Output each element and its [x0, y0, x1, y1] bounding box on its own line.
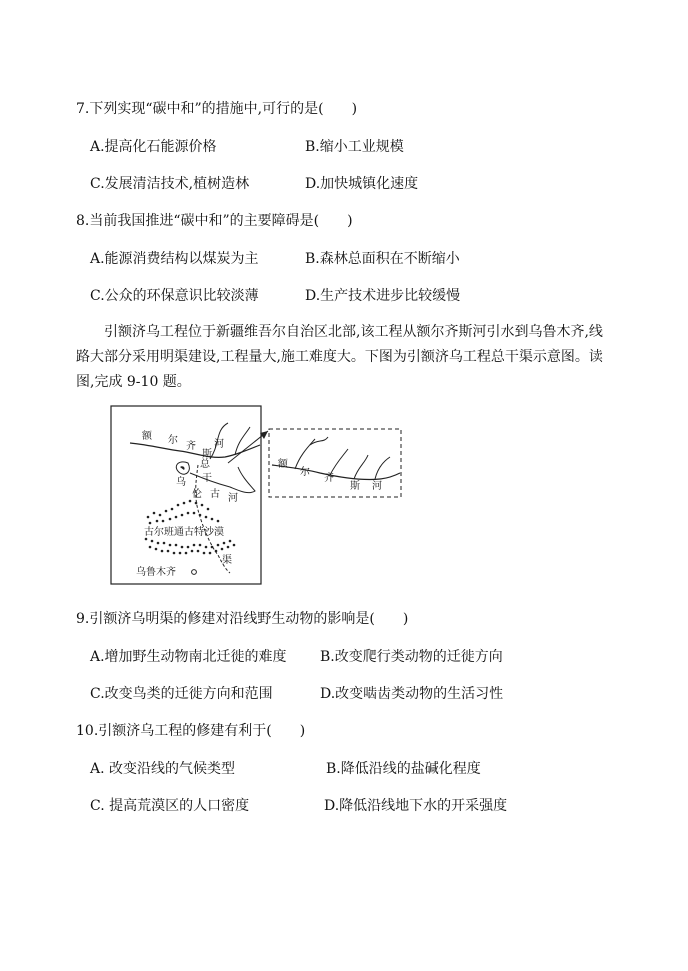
ulungur-char-2: 伦 [192, 489, 202, 500]
inset-river-line [272, 465, 400, 480]
river-char-3: 齐 [186, 441, 196, 452]
canal-char-3: 渠 [222, 555, 232, 566]
river-char-5: 河 [214, 439, 224, 450]
question-8-option-a: A.能源消费结构以煤炭为主 [90, 251, 259, 267]
question-8-option-c: C.公众的环保意识比较淡薄 [90, 288, 259, 304]
question-8-option-b: B.森林总面积在不断缩小 [305, 251, 460, 267]
ulungur-char-4: 河 [228, 493, 238, 504]
question-9-option-a: A.增加野生动物南北迁徙的难度 [90, 649, 287, 665]
question-10-option-b: B.降低沿线的盐碱化程度 [326, 761, 481, 777]
city-label: 乌鲁木齐 [136, 567, 176, 578]
question-8-stem: 8.当前我国推进“碳中和”的主要障碍是( ) [76, 213, 353, 229]
question-7-option-d: D.加快城镇化速度 [305, 176, 419, 192]
question-10-option-c: C. 提高荒漠区的人口密度 [90, 798, 250, 814]
ulungur-char-3: 古 [210, 489, 220, 500]
project-map-figure [110, 405, 410, 590]
passage-text: 引额济乌工程位于新疆维吾尔自治区北部,该工程从额尔齐斯河引水到乌鲁木齐,线路大部分采用明渠建设,工程量大,施工难度大。下图为引额济乌工程总干渠示意图。读图,完成 9-10 题。 [76, 324, 603, 390]
question-9-option-c: C.改变鸟类的迁徙方向和范围 [90, 686, 273, 702]
question-9-stem: 9.引额济乌明渠的修建对沿线野生动物的影响是( ) [76, 611, 409, 627]
question-8-option-d: D.生产技术进步比较缓慢 [305, 288, 461, 304]
desert-label: 古尔班通古特沙漠 [144, 527, 224, 538]
inset-char-1: 额 [278, 459, 288, 470]
inset-char-5: 河 [372, 481, 382, 492]
inset-char-2: 尔 [300, 467, 310, 478]
inset-char-3: 齐 [324, 473, 334, 484]
question-7-option-c: C.发展清洁技术,植树造林 [90, 176, 250, 192]
question-9-option-d: D.改变啮齿类动物的生活习性 [320, 686, 504, 702]
question-10-stem: 10.引额济乌工程的修建有利于( ) [76, 723, 306, 739]
question-9-option-b: B.改变爬行类动物的迁徙方向 [320, 649, 503, 665]
inset-char-4: 斯 [350, 481, 360, 492]
lake-island [180, 466, 185, 470]
river-char-2: 尔 [168, 435, 178, 446]
question-10-option-d: D.降低沿线地下水的开采强度 [324, 798, 508, 814]
question-7-option-a: A.提高化石能源价格 [90, 139, 217, 155]
city-marker [192, 570, 197, 575]
canal-char-1: 总 [200, 459, 210, 470]
river-char-1: 额 [142, 431, 152, 442]
river-char-4: 斯 [202, 449, 212, 460]
map-frame [111, 406, 261, 584]
canal-char-2: 干 [202, 473, 212, 484]
ulungur-char-1: 乌 [176, 477, 186, 488]
question-10-option-a: A. 改变沿线的气候类型 [90, 761, 236, 777]
question-7-option-b: B.缩小工业规模 [305, 139, 404, 155]
question-7-stem: 7.下列实现“碳中和”的措施中,可行的是( ) [76, 101, 358, 117]
